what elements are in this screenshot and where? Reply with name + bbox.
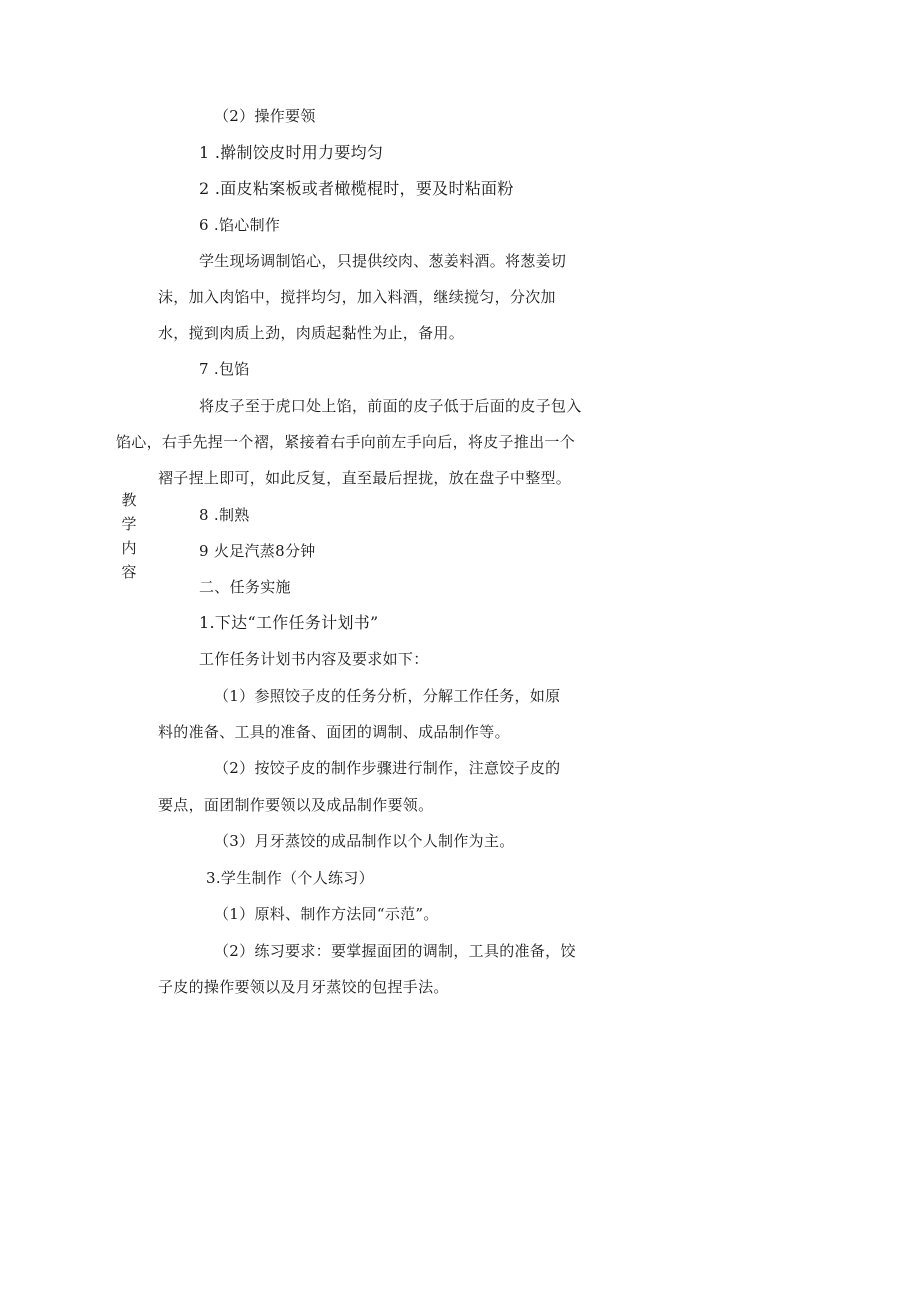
side-label-char: 内 — [121, 539, 137, 557]
section-heading-task-implementation: 二、任务实施 — [199, 578, 291, 596]
paragraph-line: 要点，面团制作要领以及成品制作要领。 — [158, 796, 434, 814]
paragraph-line: 料的准备、工具的准备、面团的调制、成品制作等。 — [158, 723, 510, 741]
paragraph-line: 将皮子至于虎口处上馅，前面的皮子低于后面的皮子包入 — [199, 397, 582, 415]
list-item: 9 火足汽蒸8分钟 — [199, 542, 316, 560]
paragraph-line: 沫，加入肉馅中，搅拌均匀，加入料酒，继续搅匀，分次加 — [158, 288, 556, 306]
side-label-char: 教 — [121, 491, 137, 509]
section-heading-cooking: 8 .制熟 — [199, 506, 250, 524]
section-heading-student-practice: 3.学生制作（个人练习） — [206, 869, 374, 887]
side-label-teaching-content — [120, 488, 138, 584]
paragraph-line: 子皮的操作要领以及月牙蒸饺的包捏手法。 — [158, 978, 449, 996]
list-item: 2 .面皮粘案板或者橄榄棍时，要及时粘面粉 — [199, 179, 514, 198]
paragraph-line: 馅心，右手先捏一个褶，紧接着右手向前左手向后，将皮子推出一个 — [116, 433, 576, 451]
list-item: （1）参照饺子皮的任务分析，分解工作任务，如原 — [214, 687, 561, 705]
subheading-operation-key-points: （2）操作要领 — [214, 107, 316, 125]
paragraph-line: 学生现场调制馅心，只提供绞肉、葱姜料酒。将葱姜切 — [199, 252, 567, 270]
list-item: （1）原料、制作方法同“示范”。 — [214, 905, 439, 923]
list-item: 1 .擀制饺皮时用力要均匀 — [199, 143, 384, 162]
side-label-char: 容 — [121, 563, 137, 581]
list-item: （2）练习要求：要掌握面团的调制，工具的准备，饺 — [214, 942, 576, 960]
section-heading-filling: 6 .馅心制作 — [199, 216, 281, 234]
list-item: 1.下达“工作任务计划书” — [199, 613, 379, 632]
list-item: （2）按饺子皮的制作步骤进行制作，注意饺子皮的 — [214, 759, 561, 777]
section-heading-wrapping: 7 .包馅 — [199, 360, 250, 378]
paragraph-line: 水，搅到肉质上劲，肉质起黏性为止，备用。 — [158, 324, 465, 342]
side-label-char: 学 — [121, 515, 137, 533]
paragraph-line: 褶子捏上即可，如此反复，直至最后捏拢，放在盘子中整型。 — [158, 469, 572, 487]
paragraph-line: 工作任务计划书内容及要求如下： — [199, 650, 429, 668]
list-item: （3）月牙蒸饺的成品制作以个人制作为主。 — [214, 832, 515, 850]
